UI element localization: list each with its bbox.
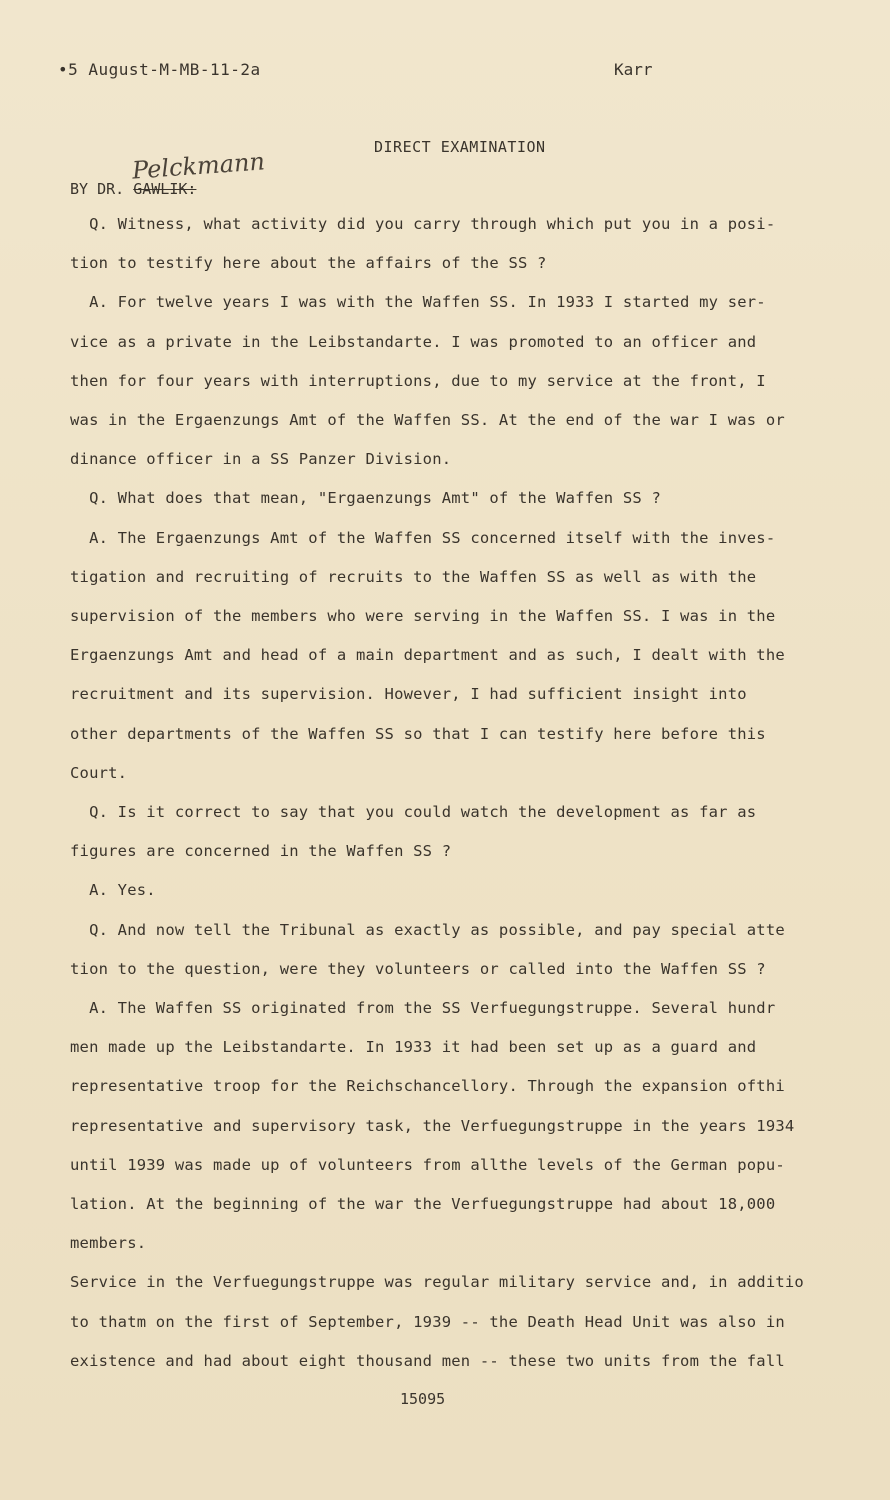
document-reference: •5 August-M-MB-11-2a bbox=[58, 60, 261, 79]
transcript-line: men made up the Leibstandarte. In 1933 it had been set up as a guard and bbox=[70, 1038, 757, 1057]
transcript-line: representative and supervisory task, the Verfuegungstruppe in the years 1934 bbox=[70, 1116, 795, 1135]
transcript-line: A. The Waffen SS originated from the SS Verfuegungstruppe. Several hundr bbox=[70, 999, 776, 1017]
section-title: DIRECT EXAMINATION bbox=[374, 138, 546, 156]
transcript-line: tion to testify here about the affairs of the SS ? bbox=[70, 254, 547, 273]
transcript-line: Court. bbox=[70, 763, 128, 782]
examiner-prefix: BY DR. bbox=[70, 180, 125, 198]
transcript-line: existence and had about eight thousand men -- these two units from the fall bbox=[70, 1351, 785, 1370]
transcript-line: recruitment and its supervision. However, I had sufficient insight into bbox=[70, 685, 747, 704]
transcript-line: until 1939 was made up of volunteers from allthe levels of the German popu- bbox=[70, 1155, 785, 1174]
transcript-line: to thatm on the first of September, 1939 -- the Death Head Unit was also in bbox=[70, 1312, 785, 1331]
transcript-line: A. For twelve years I was with the Waffen SS. In 1933 I started my ser- bbox=[70, 293, 766, 312]
transcript-line: tion to the question, were they volunteers or called into the Waffen SS ? bbox=[70, 959, 766, 978]
transcript-line: supervision of the members who were serving in the Waffen SS. I was in the bbox=[70, 607, 776, 625]
reporter-name: Karr bbox=[614, 60, 653, 79]
transcript-line: Q. Witness, what activity did you carry through which put you in a posi- bbox=[70, 215, 776, 233]
examiner-line bbox=[70, 180, 196, 198]
transcript-line: Q. Is it correct to say that you could watch the development as far as bbox=[70, 803, 757, 821]
transcript-line: lation. At the beginning of the war the Verfuegungstruppe had about 18,000 bbox=[70, 1195, 776, 1213]
transcript-line: Q. And now tell the Tribunal as exactly as possible, and pay special atte bbox=[70, 920, 785, 939]
transcript-line: vice as a private in the Leibstandarte. I was promoted to an officer and bbox=[70, 332, 757, 351]
handwritten-examiner-name: Pelckmann bbox=[131, 147, 266, 185]
page-number: 15095 bbox=[400, 1390, 446, 1408]
transcript-line: then for four years with interruptions, due to my service at the front, I bbox=[70, 371, 766, 390]
transcript-line: A. The Ergaenzungs Amt of the Waffen SS concerned itself with the inves- bbox=[70, 528, 776, 547]
transcript-line: was in the Ergaenzungs Amt of the Waffen SS. At the end of the war I was or bbox=[70, 411, 785, 429]
transcript-line: dinance officer in a SS Panzer Division. bbox=[70, 450, 452, 469]
transcript-line: figures are concerned in the Waffen SS ? bbox=[70, 842, 452, 861]
struck-examiner-name: GAWLIK: bbox=[133, 180, 197, 198]
transcript-line: representative troop for the Reichschancellory. Through the expansion ofthi bbox=[70, 1077, 785, 1096]
transcript-line: Q. What does that mean, "Ergaenzungs Amt" of the Waffen SS ? bbox=[70, 489, 661, 508]
transcript-line: Service in the Verfuegungstruppe was regular military service and, in additio bbox=[70, 1273, 804, 1292]
transcript-line: other departments of the Waffen SS so that I can testify here before this bbox=[70, 724, 766, 743]
transcript-line: tigation and recruiting of recruits to the Waffen SS as well as with the bbox=[70, 567, 757, 586]
transcript-line: A. Yes. bbox=[70, 881, 156, 900]
transcript-line: members. bbox=[70, 1234, 147, 1253]
transcript-line: Ergaenzungs Amt and head of a main department and as such, I dealt with the bbox=[70, 646, 785, 665]
